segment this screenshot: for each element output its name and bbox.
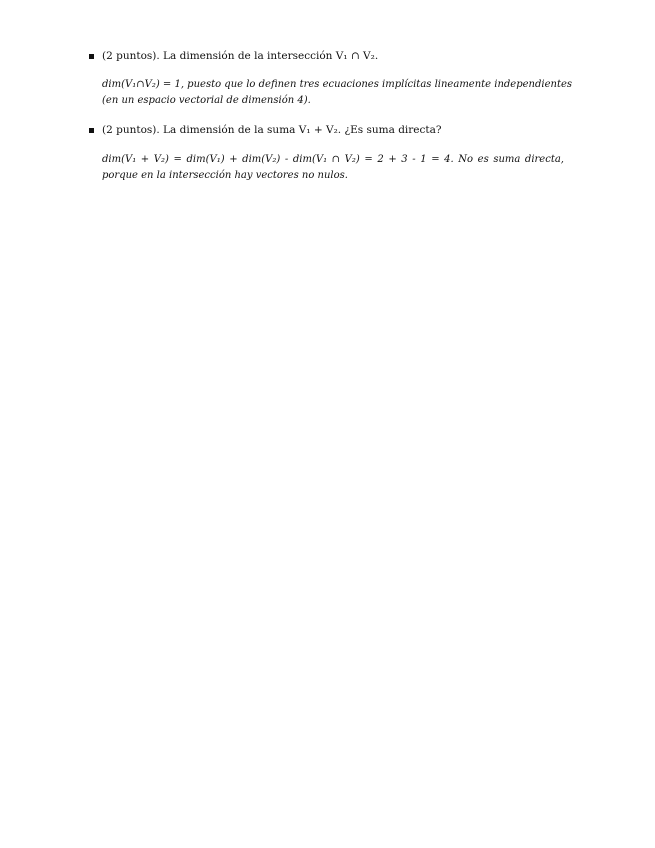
answer-line: dim(V₁∩V₂) = 1, puesto que lo definen tres ecuaciones implícitas lineamente independientes — [102, 79, 573, 90]
bullet-icon — [89, 54, 94, 59]
question-text: (2 puntos). La dimensión de la intersección V₁ ∩ V₂. — [102, 50, 379, 62]
answer-text — [102, 77, 573, 108]
bullet-icon — [89, 128, 94, 133]
answer-line: porque en la intersección hay vectores no nulos. — [102, 169, 348, 181]
answer-line: (en un espacio vectorial de dimensión 4). — [102, 94, 311, 106]
answer-line: dim(V₁ + V₂) = dim(V₁) + dim(V₂) - dim(V₁ ∩ V₂) = 2 + 3 - 1 = 4. No es suma directa, — [102, 154, 564, 165]
question-text: (2 puntos). La dimensión de la suma V₁ + V₂. ¿Es suma directa? — [102, 124, 442, 136]
answer-text — [102, 152, 564, 183]
